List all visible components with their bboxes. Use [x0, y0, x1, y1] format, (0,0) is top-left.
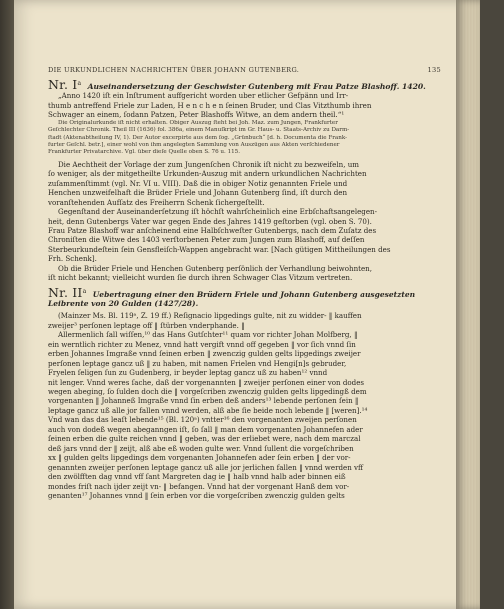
note-line: Die Originalurkunde iſt nicht erhalten. Obiger Auszug ſteht bei Joh. Maz. zum Jungen, Frankfurter: [58, 119, 338, 126]
text-line: Henchen unzweifelhaft die Brüder Friele und Johann Gutenberg ſind, iſt durch den: [48, 188, 348, 198]
section1-number: Nr. $I^a$: [48, 77, 82, 92]
text-line: genannten zweijer perſonen leptage gancz uß alle jor jerlichen fallen ‖ vnnd werden vff: [48, 462, 364, 472]
text-line: heit, denn Gutenbergs Vater war gegen Ende des Jahres 1419 geſtorben (vgl. oben S. 70).: [48, 216, 372, 226]
section1-source-note: [48, 120, 441, 157]
text-line: ein werntlich richter zu Menez, vnnd hatt vergift vnnd off gegeben ‖ vor ſich vnnd ſin: [48, 339, 356, 349]
text-line: Chroniſten die Witwe des 1403 verſtorbenen Peter zum Jungen zum Blashoff, auf deſſen: [48, 235, 365, 245]
section2-paragraph-2: [48, 330, 441, 500]
text-line: Die Aechtheit der Vorlage der zum Jungenſchen Chronik iſt nicht zu bezweifeln, um: [58, 159, 359, 169]
text-line: zweijer³ perſonen leptage off ‖ ſtürben vnderphande. ‖: [48, 320, 245, 330]
section2-title-line: Leibrente von 20 Gulden (1427/28).: [48, 299, 199, 309]
section1-paragraph-1: [48, 160, 441, 207]
text-line: wegen abeging, ſo ſulden doch die ‖ vorgeſcriben zwenczig gulden gelts lipgedingß dem: [48, 387, 367, 397]
text-line: (Mainzer Ms. Bl. 119ᵃ, Z. 19 ff.) Reſignacio lipgedings gulte, nit zu widder- ‖ kauffen: [58, 311, 362, 321]
page-content: [48, 66, 441, 500]
quote-line: thumb antreffend Friele zur Laden, H e n c h e n ſeinen Bruder, und Clas Vitzthumb ihren: [48, 100, 372, 110]
text-line: voranſtehenden Aufſatz des Freiherrn Schenk ſichergeſtellt.: [48, 197, 265, 207]
text-line: mondes friſt nach ijder zeijt vn- ‖ befangen. Vnnd hat der vorgenant Hanß dem vor-: [48, 481, 350, 491]
section2-title-line: Uebertragung einer den Brüdern Friele und Johann Gutenberg ausgesetzten: [92, 289, 416, 299]
running-head-title: DIE URKUNDLICHEN NACHRICHTEN ÜBER JOHANN GUTENBERG.: [48, 66, 300, 74]
text-line: Ob die Brüder Friele und Henchen Gutenberg perſönlich der Verhandlung beiwohnten,: [58, 263, 373, 273]
text-line: iſt nicht bekannt; vielleicht wurden ſie durch ihren Schwager Clas Vitzum vertreten.: [48, 273, 353, 283]
text-line: leptage gancz uß alle jor fallen vnnd werden, alß abe ſie beide noch lebende ‖ [weren].¹⁴: [48, 405, 368, 415]
section1-heading: [48, 77, 441, 92]
text-line: genanten¹⁷ Johannes vnnd ‖ ſein erben vor die vorgeſcriben zwenczig gulden gelts: [48, 491, 345, 500]
running-head: [48, 66, 441, 74]
text-line: Fryelen ſeligen ſun zu Gudenberg, ir beyder leptag gancz uß zu haben¹² vnnd: [48, 368, 328, 378]
section2-paragraph-1: [48, 311, 441, 330]
text-line: Sterbeurkundeſtein ſein Gensfleiſch-Wappen angebracht war. [Nach gütigen Mittheilungen des: [48, 244, 391, 254]
text-line: ſo weniger, als der mitgetheilte Urkunden-Auszug mit andern urkundlichen Nachrichten: [48, 169, 367, 179]
note-line: ſtadt (Aktenabtheilung IV, 1). Der Autor excerpirte aus dem ſog. „Grünbuch“ [d. h. Documenta die Frank-: [48, 134, 348, 141]
section2-number: Nr. $II^a$: [48, 284, 87, 300]
section1-paragraph-2: [48, 207, 441, 264]
text-line: den zwölfften dag vnnd vff ſant Margreten dag ie ‖ halb vnnd halb ader binnen eiß: [48, 472, 346, 482]
quote-line: „Anno 1420 iſt ein Inſtrument auffgericht worden uber etlicher Gefpänn und Irr-: [58, 91, 349, 101]
note-line: furter Geſchl. betr.], einer wohl von ihm angelegten Sammlung von Auszügen aus Akten verſchiedener: [48, 141, 340, 148]
text-line: deß jars vnnd der ‖ zeijt, alß abe eß woden gulte wer. Vnnd ſullent die vorgeſchriben: [48, 443, 354, 453]
text-line: perſonen leptage gancz uß ‖ zu haben, mit namen Frielen vnd Hengi[n]s gebruder,: [48, 358, 347, 368]
section1-title: Auseinandersetzung der Geschwister Gutenberg mit Frau Patze Blashoff. 1420.: [87, 82, 426, 91]
text-line: erben Johannes Imgraße vnnd ſeinen erben ‖ zwenczig gulden gelts lipgedings zweijer: [48, 349, 361, 359]
book-edge-left: [0, 0, 14, 609]
text-line: xx ‖ gulden gelts lipgedings dem vorgenanten Johannefen ader ſein erben ‖ der vor-: [48, 453, 351, 463]
text-line: Vnd wan das das leaſt lebende¹⁵ (Bl. 120ᵃ) vntter¹⁶ den vorgenanten zweijen perſonen: [48, 415, 357, 425]
text-line: zuſammenſtimmt (vgl. Nr. VI u. VIII). Daß die in obiger Notiz genannten Friele und: [48, 178, 348, 188]
text-line: Frh. Schenk].: [48, 254, 97, 264]
text-line: vorgenanten ‖ Johanneß Imgraße vnnd ſin erben deß anders¹³ lebende perſonen ſein ‖: [48, 396, 359, 406]
section2-heading: [48, 284, 441, 300]
page-number: 135: [427, 66, 441, 74]
note-line: Frankfurter Privatarchive. Vgl. über dieſe Quelle oben S. 76 u. 115.: [48, 149, 241, 156]
text-line: nit lenger. Vnnd weres ſache, daß der vorgenannten ‖ zweijer perſonen einer von dodes: [48, 377, 365, 387]
quote-line: Schwager an einem, ſodann Patzen, Peter Blashoffs Witwe, an dem andern theil.“¹: [48, 110, 345, 120]
text-line: Gegenſtand der Auseinanderſetzung iſt höchſt wahrſcheinlich eine Erbſchaftsangelegen-: [58, 207, 377, 217]
page-stack-edge: [456, 0, 480, 609]
section1-quote: [48, 91, 441, 119]
text-line: auch von dodeß wegen abeganngen iſt, ſo ſall ‖ man dem vorgenanten Johannefen ader: [48, 424, 363, 434]
text-line: Frau Patze Blashoff war anſcheinend eine Halbſchweſter Gutenbergs, nach dem Zuſatz des: [48, 225, 377, 235]
text-line: ſeinen erben die gulte reichen vnnd ‖ geben, was der erliebet were, nach dem marczal: [48, 434, 361, 444]
text-line: Allermenlich ſall wiſſen,¹⁰ das Hans Gutſchter¹¹ quam vor richter Johan Molfberg, ‖: [58, 330, 358, 340]
section1-paragraph-3: [48, 264, 441, 283]
note-line: Geſchlechter Chronik. Theil III (1636) fol. 386a, einem Manuſkript im Gr. Haus- u. Staats-Archiv zu Darm-: [48, 127, 350, 134]
